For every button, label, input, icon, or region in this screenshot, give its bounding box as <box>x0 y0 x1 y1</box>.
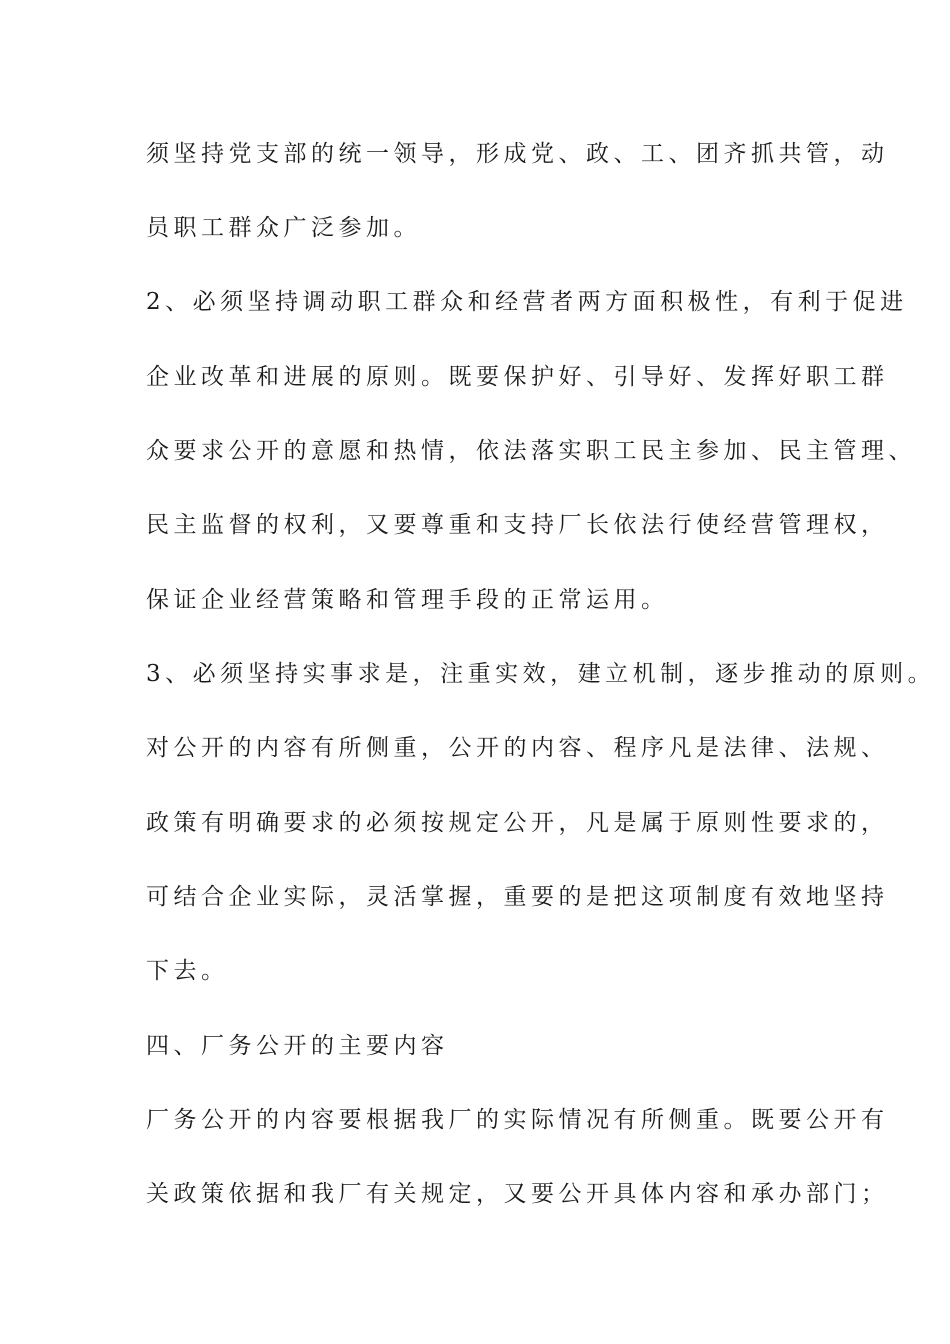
text-line: 2、必须坚持调动职工群众和经营者两方面积极性，有利于促进 <box>146 289 908 315</box>
text-line: 员职工群众广泛参加。 <box>146 215 421 241</box>
text-line: 关政策依据和我厂有关规定，又要公开具体内容和承办部门； <box>146 1181 889 1207</box>
text-line: 企业改革和进展的原则。既要保护好、引导好、发挥好职工群 <box>146 364 889 390</box>
text-line: 3、必须坚持实事求是，注重实效，建立机制，逐步推动的原则。 <box>146 661 936 687</box>
text-line: 政策有明确要求的必须按规定公开，凡是属于原则性要求的， <box>146 810 889 836</box>
text-line: 对公开的内容有所侧重，公开的内容、程序凡是法律、法规、 <box>146 735 889 761</box>
text-line: 保证企业经营策略和管理手段的正常运用。 <box>146 587 669 613</box>
text-line: 须坚持党支部的统一领导，形成党、政、工、团齐抓共管，动 <box>146 141 889 167</box>
text-line: 众要求公开的意愿和热情，依法落实职工民主参加、民主管理、 <box>146 438 916 464</box>
text-line: 可结合企业实际，灵活掌握，重要的是把这项制度有效地坚持 <box>146 884 889 910</box>
section-heading: 四、厂务公开的主要内容 <box>146 1033 449 1059</box>
text-line: 厂务公开的内容要根据我厂的实际情况有所侧重。既要公开有 <box>146 1107 889 1133</box>
text-line: 民主监督的权利，又要尊重和支持厂长依法行使经营管理权， <box>146 512 889 538</box>
text-line: 下去。 <box>146 958 229 984</box>
